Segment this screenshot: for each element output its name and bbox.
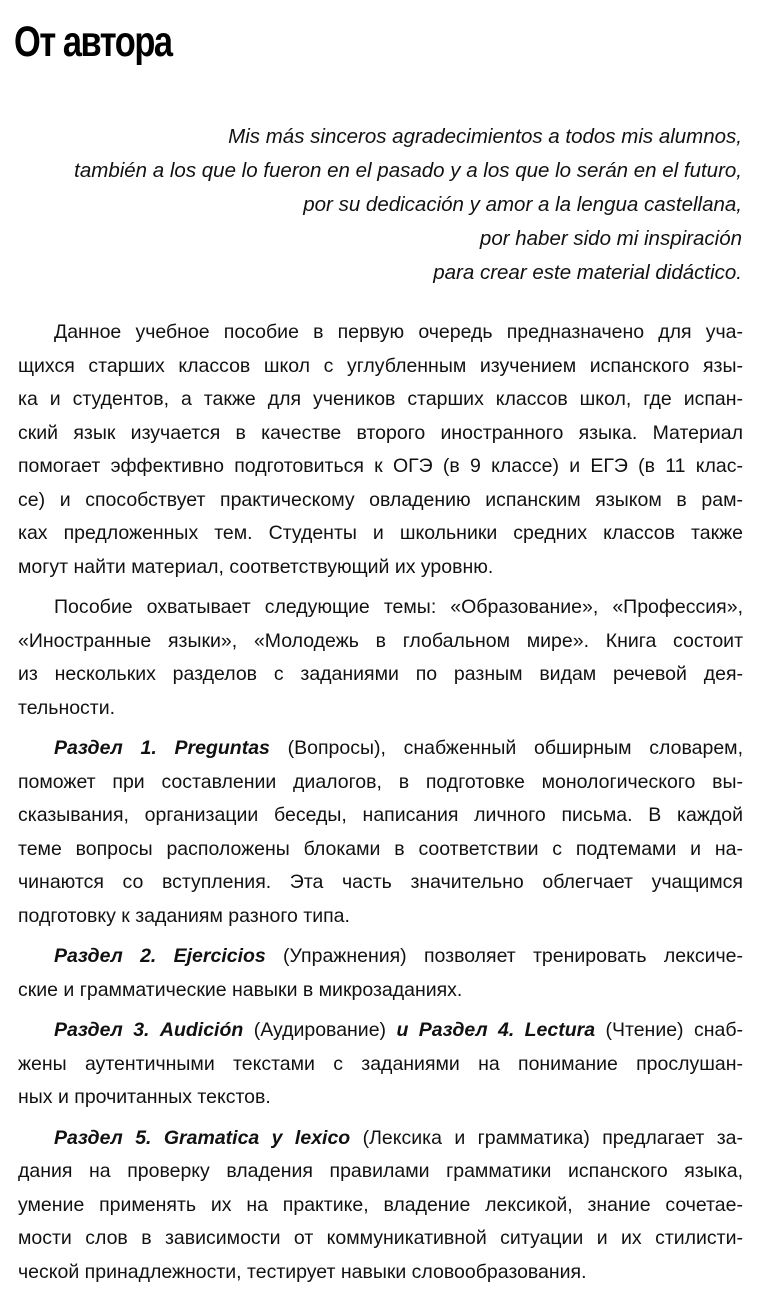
paragraph-section-5: [18, 1122, 743, 1290]
paragraph-topics: [18, 591, 743, 725]
paragraph-section-2: [18, 940, 743, 1007]
section-label: Раздел 3. Audición: [54, 1019, 244, 1041]
text-line: ские и грамматические навыки в микрозаданиях.: [18, 978, 463, 1001]
text-line: [18, 732, 743, 766]
section-label: Раздел 1. Preguntas: [54, 737, 270, 759]
text-line: «Иностранные языки», «Молодежь в глобальном мире». Книга состоит: [18, 629, 743, 652]
text-line: умение применять их на практике, владение лексикой, знание сочетае-: [18, 1193, 743, 1216]
text-line: дания на проверку владения правилами грамматики испанского языка,: [18, 1160, 743, 1182]
section-text: (Чтение) снаб-: [605, 1019, 743, 1041]
epigraph-line: también a los que lo fueron en el pasado y a los que lo serán en el futuro,: [74, 159, 742, 182]
text-line: ский язык изучается в качестве второго иностранного языка. Материал: [18, 421, 743, 444]
text-line: ческой принадлежности, тестирует навыки словообразования.: [18, 1260, 587, 1283]
text-line: [18, 1122, 743, 1156]
section-text: (Лексика и грамматика) предлагает за-: [362, 1126, 743, 1149]
text-line: ных и прочитанных текстов.: [18, 1086, 271, 1108]
text-line: помогает эффективно подготовиться к ОГЭ (в 9 классе) и ЕГЭ (в 11 клас-: [18, 455, 743, 477]
body-text: [18, 316, 743, 1296]
section-text: (Аудирование): [253, 1019, 387, 1041]
paragraph-intro: [18, 316, 743, 584]
text-line: из нескольких разделов с заданиями по разным видам речевой дея-: [18, 663, 743, 685]
text-line: Данное учебное пособие в первую очередь предназначено для уча-: [54, 321, 743, 343]
text-line: могут найти материал, соответствующий их уровню.: [18, 555, 494, 578]
text-line: теме вопросы расположены блоками в соответствии с подтемами и на-: [18, 837, 743, 860]
text-line: сказывания, организации беседы, написания личного письма. В каждой: [18, 804, 743, 826]
text-line: [18, 940, 743, 974]
text-line: подготовку к заданиям разного типа.: [18, 904, 350, 927]
text-line: се) и способствует практическому овладению испанским языком в рам-: [18, 488, 743, 511]
text-line: тельности.: [18, 696, 116, 719]
text-line: мости слов в зависимости от коммуникативной ситуации и их стилисти-: [18, 1227, 743, 1249]
text-line: [18, 1014, 743, 1048]
epigraph: [42, 120, 742, 290]
epigraph-line: para crear este material didáctico.: [433, 261, 742, 284]
text-line: чинаются со вступления. Эта часть значительно облегчает учащимся: [18, 871, 743, 893]
text-line: поможет при составлении диалогов, в подготовке монологического вы-: [18, 770, 743, 793]
section-text: (Упражнения) позволяет тренировать лексиче-: [283, 945, 743, 967]
section-text: (Вопросы), снабженный обширным словарем,: [287, 737, 743, 759]
section-label: и Раздел 4. Lectura: [396, 1019, 596, 1041]
section-label: Раздел 2. Ejercicios: [54, 945, 266, 967]
paragraph-section-1: [18, 732, 743, 933]
paragraph-section-3-4: [18, 1014, 743, 1115]
page-title: От автора: [14, 18, 172, 66]
section-label: Раздел 5. Gramatica y lexico: [54, 1126, 351, 1149]
epigraph-line: Mis más sinceros agradecimientos a todos mis alumnos,: [228, 125, 742, 148]
text-line: жены аутентичными текстами с заданиями на понимание прослушан-: [18, 1052, 743, 1075]
text-line: ка и студентов, а также для учеников старших классов школ, где испан-: [18, 388, 743, 410]
epigraph-line: por haber sido mi inspiración: [479, 227, 742, 250]
text-line: ках предложенных тем. Студенты и школьники средних классов также: [18, 522, 743, 544]
text-line: щихся старших классов школ с углубленным изучением испанского язы-: [18, 354, 743, 377]
epigraph-line: por su dedicación y amor a la lengua castellana,: [303, 193, 742, 216]
text-line: Пособие охватывает следующие темы: «Образование», «Профессия»,: [54, 596, 743, 618]
